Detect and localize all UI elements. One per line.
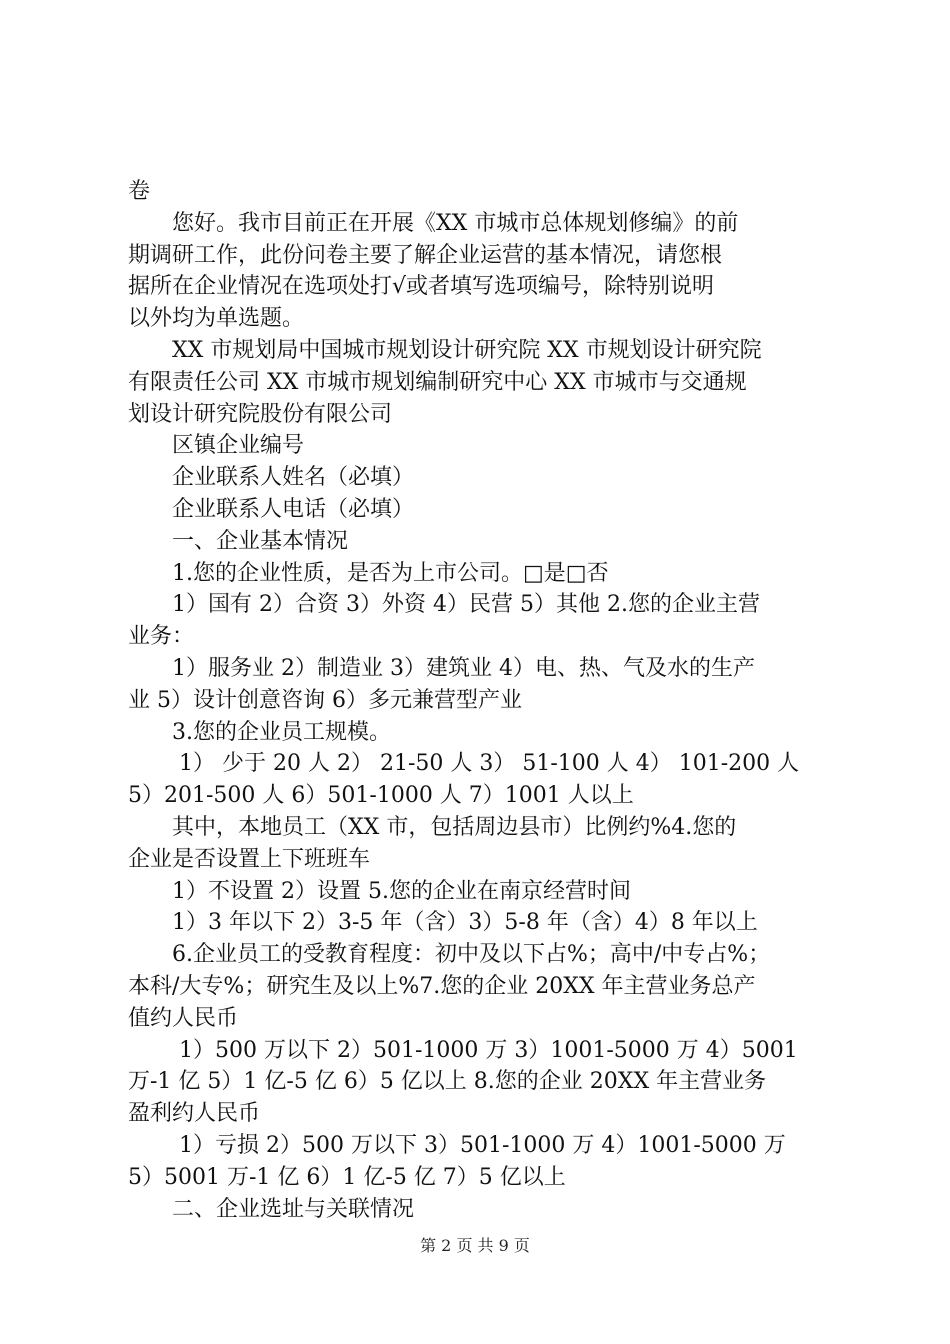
text-line: 卷 bbox=[128, 179, 151, 204]
text-line: 1.您的企业性质，是否为上市公司。□是□否 bbox=[128, 560, 609, 586]
text-line: 3.您的企业员工规模。 bbox=[128, 719, 391, 745]
text-line: 企业是否设置上下班班车 bbox=[128, 846, 371, 872]
text-line: 万-1 亿 5）1 亿-5 亿 6）5 亿以上 8.您的企业 20XX 年主营业务 bbox=[128, 1069, 767, 1095]
text-line: 以外均为单选题。 bbox=[128, 306, 305, 332]
text-line: 期调研工作，此份问卷主要了解企业运营的基本情况，请您根 bbox=[128, 242, 723, 268]
text-line: 业 5）设计创意咨询 6）多元兼营型产业 bbox=[128, 687, 522, 713]
text-line: 5）5001 万-1 亿 6）1 亿-5 亿 7）5 亿以上 bbox=[128, 1164, 566, 1190]
text-line: 划设计研究院股份有限公司 bbox=[128, 401, 393, 427]
text-line: 企业联系人电话（必填） bbox=[128, 496, 415, 522]
text-line: XX 市规划局中国城市规划设计研究院 XX 市规划设计研究院 bbox=[128, 337, 762, 363]
text-line: 值约人民币 bbox=[128, 1005, 239, 1031]
text-line: 1）国有 2）合资 3）外资 4）民营 5）其他 2.您的企业主营 bbox=[128, 592, 760, 618]
text-line: 其中，本地员工（XX 市，包括周边县市）比例约%4.您的 bbox=[128, 814, 737, 840]
text-line: 业务： bbox=[128, 624, 195, 650]
text-line: 您好。我市目前正在开展《XX 市城市总体规划修编》的前 bbox=[128, 210, 739, 236]
page-number-footer: 第 2 页 共 9 页 bbox=[420, 1236, 530, 1255]
text-line: 1）亏损 2）500 万以下 3）501-1000 万 4）1001-5000 万 bbox=[128, 1132, 786, 1158]
text-line: 据所在企业情况在选项处打√或者填写选项编号，除特别说明 bbox=[128, 274, 715, 300]
section-heading: 一、企业基本情况 bbox=[128, 528, 349, 554]
text-line: 1）不设置 2）设置 5.您的企业在南京经营时间 bbox=[128, 878, 631, 904]
text-line: 6.企业员工的受教育程度：初中及以下占%；高中/中专占%； bbox=[128, 942, 771, 968]
text-line: 1）3 年以下 2）3-5 年（含）3）5-8 年（含）4）8 年以上 bbox=[128, 910, 758, 936]
text-line: 1）500 万以下 2）501-1000 万 3）1001-5000 万 4）5001 bbox=[128, 1037, 798, 1063]
section-heading: 二、企业选址与关联情况 bbox=[128, 1196, 415, 1222]
text-line: 本科/大专%；研究生及以上%7.您的企业 20XX 年主营业务总产 bbox=[128, 973, 756, 999]
text-line: 区镇企业编号 bbox=[128, 433, 305, 459]
text-line: 有限责任公司 XX 市城市规划编制研究中心 XX 市城市与交通规 bbox=[128, 369, 747, 395]
text-line: 盈利约人民币 bbox=[128, 1101, 261, 1127]
document-body bbox=[128, 176, 832, 1225]
text-line: 1） 少于 20 人 2） 21-50 人 3） 51-100 人 4） 101-200 人 bbox=[128, 751, 800, 777]
text-line: 1）服务业 2）制造业 3）建筑业 4）电、热、气及水的生产 bbox=[128, 655, 755, 681]
text-line: 5）201-500 人 6）501-1000 人 7）1001 人以上 bbox=[128, 783, 634, 809]
text-line: 企业联系人姓名（必填） bbox=[128, 465, 415, 491]
